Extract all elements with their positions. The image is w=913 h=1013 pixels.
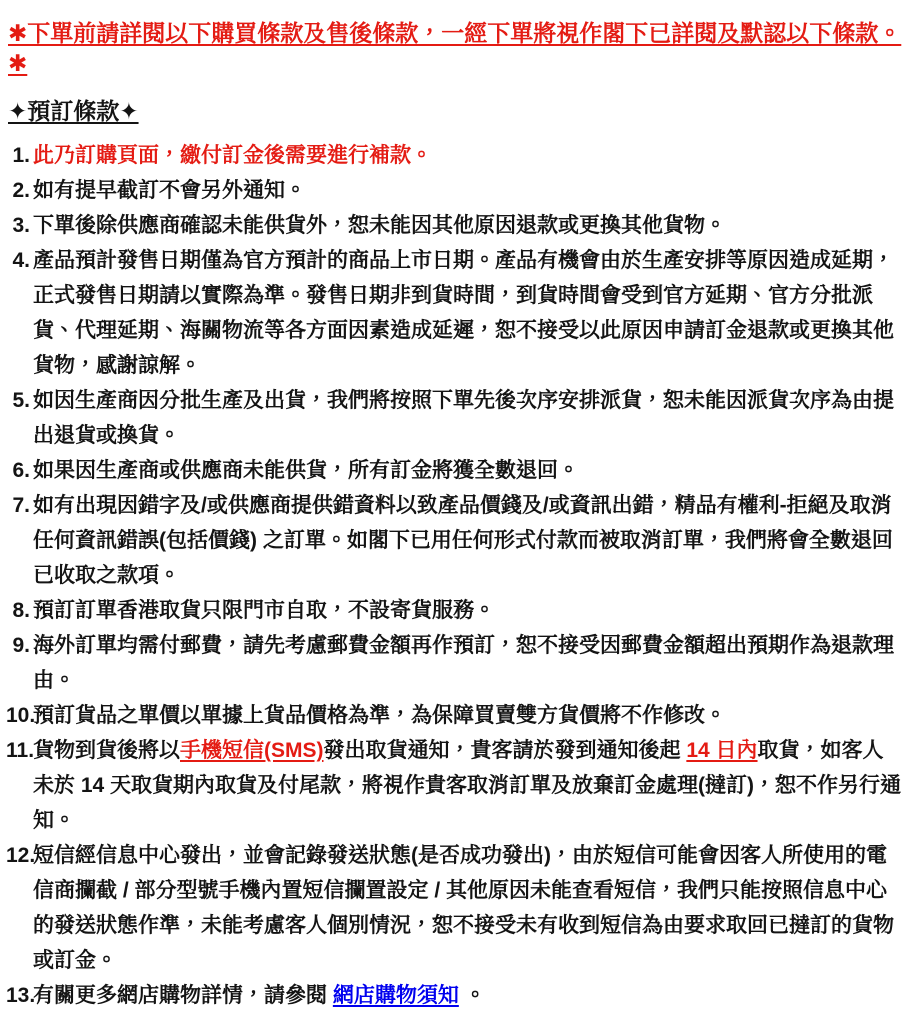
term-item <box>6 173 907 208</box>
text-segment: 短信經信息中心發出，並會記錄發送狀態(是否成功發出)，由於短信可能會因客人所使用的電信商攔截 / 部分型號手機內置短信攔置設定 / 其他原因未能查看短信，我們只能按照信息中心的發送狀態作準，未能考慮客人個別情況，恕不接受未有收到短信為由要求取回已撻訂的貨物或訂金。 <box>33 844 894 972</box>
text-segment: 海外訂單均需付郵費，請先考慮郵費金額再作預訂，恕不接受因郵費金額超出預期作為退款理由。 <box>33 634 894 692</box>
term-item <box>6 838 907 978</box>
term-item <box>6 733 907 838</box>
term-text <box>33 838 907 978</box>
term-text <box>33 383 907 453</box>
text-segment: 發出取貨通知，貴客請於發到通知後起 <box>323 739 687 762</box>
term-item <box>6 488 907 593</box>
term-text <box>33 593 907 628</box>
term-item <box>6 138 907 173</box>
term-number: 3. <box>12 214 30 237</box>
text-segment: 預訂貨品之單價以單據上貨品價格為準，為保障買賣雙方貨價將不作修改。 <box>33 704 726 727</box>
term-number: 6. <box>12 459 30 482</box>
term-item <box>6 243 907 383</box>
term-item <box>6 593 907 628</box>
sms-highlight: 手機短信(SMS) <box>180 739 324 762</box>
term-text <box>33 138 907 173</box>
term-number: 7. <box>12 494 30 517</box>
term-number: 10. <box>6 704 36 727</box>
text-segment: 貨物到貨後將以 <box>33 739 180 762</box>
term-number: 9. <box>12 634 30 657</box>
term-text <box>33 488 907 593</box>
term-number: 5. <box>12 389 30 412</box>
term-item <box>6 978 907 1013</box>
term-number: 11. <box>6 739 35 762</box>
term-text <box>33 208 907 243</box>
term-item <box>6 453 907 488</box>
deposit-notice-text: 此乃訂購頁面，繳付訂金後需要進行補款。 <box>33 144 432 167</box>
term-text <box>33 978 907 1013</box>
term-number: 2. <box>12 179 30 202</box>
pre-order-warning-header: ✱下單前請詳閱以下購買條款及售後條款，一經下單將視作閣下已詳閱及默認以下條款。✱ <box>8 20 902 76</box>
term-text <box>33 698 907 733</box>
text-segment: 預訂訂單香港取貨只限門市自取，不設寄貨服務。 <box>33 599 495 622</box>
shop-guide-link[interactable]: 網店購物須知 <box>332 984 459 1007</box>
term-number: 12. <box>6 844 36 867</box>
term-text <box>33 453 907 488</box>
text-segment: 如果因生產商或供應商未能供貨，所有訂金將獲全數退回。 <box>33 459 579 482</box>
text-segment: 取貨，如客人未於 14 天取貨期內取貨及付尾款，將視作貴客取消訂單及放棄訂金處理(撻訂)，恕不作另行通知。 <box>33 739 902 832</box>
term-item <box>6 628 907 698</box>
term-number: 13. <box>6 984 36 1007</box>
text-segment: 如有出現因錯字及/或供應商提供錯資料以致產品價錢及/或資訊出錯，精品有權利-拒絕及取消任何資訊錯誤(包括價錢) 之訂單。如閣下已用任何形式付款而被取消訂單，我們將會全數退回已收取之款項。 <box>33 494 893 587</box>
term-number: 1. <box>12 144 30 167</box>
section-title-preorder-terms: ✦預訂條款✦ <box>8 98 139 124</box>
pickup-deadline-highlight: 14 日內 <box>686 739 758 762</box>
text-segment: 有關更多網店購物詳情，請參閱 <box>33 984 333 1007</box>
term-text <box>33 243 907 383</box>
term-text <box>33 173 907 208</box>
text-segment: 如因生產商因分批生產及出貨，我們將按照下單先後次序安排派貨，恕未能因派貨次序為由提出退貨或換貨。 <box>33 389 894 447</box>
text-segment: 產品預計發售日期僅為官方預計的商品上市日期。產品有機會由於生產安排等原因造成延期，正式發售日期請以實際為準。發售日期非到貨時間，到貨時間會受到官方延期、官方分批派貨、代理延期、海關物流等各方面因素造成延遲，恕不接受以此原因申請訂金退款或更換其他貨物，感謝諒解。 <box>33 249 894 377</box>
term-number: 8. <box>12 599 30 622</box>
text-segment: 。 <box>458 984 486 1007</box>
text-segment: 下單後除供應商確認未能供貨外，恕未能因其他原因退款或更換其他貨物。 <box>33 214 726 237</box>
term-item <box>6 383 907 453</box>
text-segment: 如有提早截訂不會另外通知。 <box>33 179 306 202</box>
term-text <box>33 628 907 698</box>
term-number: 4. <box>12 249 30 272</box>
term-text <box>33 733 907 838</box>
terms-list <box>6 138 907 1013</box>
term-item <box>6 208 907 243</box>
term-item <box>6 698 907 733</box>
